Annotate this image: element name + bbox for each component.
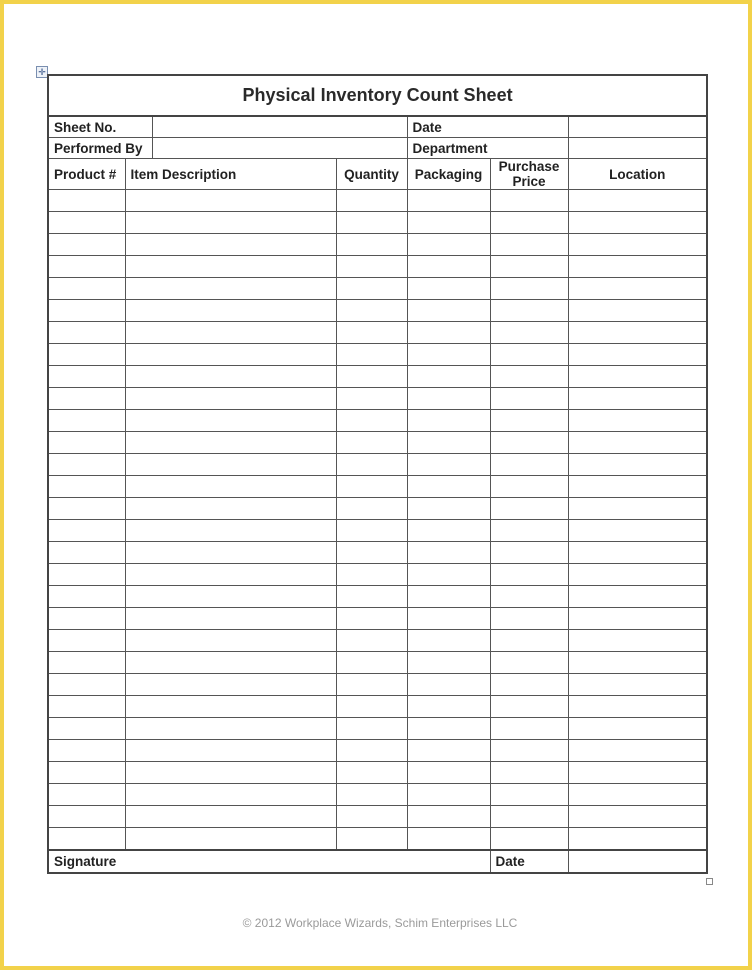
quantity-cell[interactable] — [336, 278, 407, 300]
purchase-price-cell[interactable] — [490, 520, 568, 542]
packaging-cell[interactable] — [407, 190, 490, 212]
table-row — [48, 652, 707, 674]
quantity-cell[interactable] — [336, 300, 407, 322]
packaging-cell[interactable] — [407, 740, 490, 762]
item-description-cell[interactable] — [125, 740, 336, 762]
product-cell[interactable] — [48, 256, 125, 278]
table-row — [48, 564, 707, 586]
purchase-price-cell[interactable] — [490, 630, 568, 652]
product-cell[interactable] — [48, 652, 125, 674]
location-cell[interactable] — [568, 278, 707, 300]
product-cell[interactable] — [48, 278, 125, 300]
quantity-cell[interactable] — [336, 322, 407, 344]
item-description-cell[interactable] — [125, 388, 336, 410]
quantity-cell[interactable] — [336, 344, 407, 366]
item-description-cell[interactable] — [125, 410, 336, 432]
product-cell[interactable] — [48, 718, 125, 740]
purchase-price-cell[interactable] — [490, 608, 568, 630]
quantity-cell[interactable] — [336, 410, 407, 432]
performed-by-label: Performed By — [48, 138, 152, 159]
signature-label: Signature — [48, 850, 490, 873]
item-description-cell[interactable] — [125, 696, 336, 718]
quantity-cell[interactable] — [336, 234, 407, 256]
packaging-cell[interactable] — [407, 212, 490, 234]
product-cell[interactable] — [48, 696, 125, 718]
quantity-cell[interactable] — [336, 652, 407, 674]
department-label: Department — [407, 138, 568, 159]
product-cell[interactable] — [48, 410, 125, 432]
product-cell[interactable] — [48, 300, 125, 322]
product-cell[interactable] — [48, 388, 125, 410]
packaging-cell[interactable] — [407, 256, 490, 278]
purchase-price-cell[interactable] — [490, 828, 568, 851]
item-description-cell[interactable] — [125, 432, 336, 454]
table-row — [48, 630, 707, 652]
column-header-location: Location — [568, 159, 707, 190]
location-cell[interactable] — [568, 542, 707, 564]
item-description-cell[interactable] — [125, 762, 336, 784]
purchase-price-cell[interactable] — [490, 212, 568, 234]
location-cell[interactable] — [568, 322, 707, 344]
location-cell[interactable] — [568, 652, 707, 674]
location-cell[interactable] — [568, 454, 707, 476]
item-description-cell[interactable] — [125, 454, 336, 476]
purchase-price-cell[interactable] — [490, 454, 568, 476]
packaging-cell[interactable] — [407, 344, 490, 366]
quantity-cell[interactable] — [336, 476, 407, 498]
item-description-cell[interactable] — [125, 828, 336, 851]
sheet-no-field[interactable] — [152, 116, 407, 138]
location-cell[interactable] — [568, 212, 707, 234]
packaging-cell[interactable] — [407, 388, 490, 410]
quantity-cell[interactable] — [336, 762, 407, 784]
data-rows — [48, 190, 707, 851]
table-row — [48, 498, 707, 520]
table-row — [48, 212, 707, 234]
product-cell[interactable] — [48, 454, 125, 476]
purchase-price-cell[interactable] — [490, 762, 568, 784]
packaging-cell[interactable] — [407, 608, 490, 630]
quantity-cell[interactable] — [336, 586, 407, 608]
location-cell[interactable] — [568, 696, 707, 718]
table-row — [48, 828, 707, 851]
inventory-count-table — [47, 74, 708, 874]
purchase-price-cell[interactable] — [490, 498, 568, 520]
quantity-cell[interactable] — [336, 608, 407, 630]
packaging-cell[interactable] — [407, 828, 490, 851]
packaging-cell[interactable] — [407, 366, 490, 388]
item-description-cell[interactable] — [125, 300, 336, 322]
purchase-price-cell[interactable] — [490, 432, 568, 454]
purchase-price-cell[interactable] — [490, 784, 568, 806]
item-description-cell[interactable] — [125, 608, 336, 630]
product-cell[interactable] — [48, 190, 125, 212]
product-cell[interactable] — [48, 498, 125, 520]
quantity-cell[interactable] — [336, 432, 407, 454]
table-row — [48, 674, 707, 696]
copyright-footer: © 2012 Workplace Wizards, Schim Enterprises LLC — [242, 916, 518, 930]
column-header-quantity: Quantity — [336, 159, 407, 190]
item-description-cell[interactable] — [125, 564, 336, 586]
location-cell[interactable] — [568, 806, 707, 828]
location-cell[interactable] — [568, 432, 707, 454]
packaging-cell[interactable] — [407, 520, 490, 542]
table-row — [48, 454, 707, 476]
purchase-price-cell[interactable] — [490, 322, 568, 344]
product-cell[interactable] — [48, 762, 125, 784]
location-cell[interactable] — [568, 828, 707, 851]
purchase-price-cell[interactable] — [490, 190, 568, 212]
packaging-cell[interactable] — [407, 762, 490, 784]
item-description-cell[interactable] — [125, 212, 336, 234]
packaging-cell[interactable] — [407, 498, 490, 520]
item-description-cell[interactable] — [125, 256, 336, 278]
product-cell[interactable] — [48, 542, 125, 564]
item-description-cell[interactable] — [125, 476, 336, 498]
date-field[interactable] — [568, 116, 707, 138]
location-cell[interactable] — [568, 520, 707, 542]
item-description-cell[interactable] — [125, 278, 336, 300]
quantity-cell[interactable] — [336, 256, 407, 278]
item-description-cell[interactable] — [125, 630, 336, 652]
quantity-cell[interactable] — [336, 718, 407, 740]
item-description-cell[interactable] — [125, 718, 336, 740]
quantity-cell[interactable] — [336, 388, 407, 410]
table-row — [48, 696, 707, 718]
sheet-no-label: Sheet No. — [48, 116, 152, 138]
quantity-cell[interactable] — [336, 740, 407, 762]
item-description-cell[interactable] — [125, 674, 336, 696]
table-row — [48, 608, 707, 630]
packaging-cell[interactable] — [407, 586, 490, 608]
product-cell[interactable] — [48, 344, 125, 366]
location-cell[interactable] — [568, 410, 707, 432]
product-cell[interactable] — [48, 608, 125, 630]
packaging-cell[interactable] — [407, 432, 490, 454]
product-cell[interactable] — [48, 740, 125, 762]
purchase-price-cell[interactable] — [490, 586, 568, 608]
table-row — [48, 300, 707, 322]
table-resize-handle-icon[interactable] — [706, 878, 713, 885]
packaging-cell[interactable] — [407, 718, 490, 740]
packaging-cell[interactable] — [407, 806, 490, 828]
table-row — [48, 542, 707, 564]
packaging-cell[interactable] — [407, 630, 490, 652]
product-cell[interactable] — [48, 366, 125, 388]
table-row — [48, 234, 707, 256]
location-cell[interactable] — [568, 498, 707, 520]
location-cell[interactable] — [568, 718, 707, 740]
signature-date-field[interactable] — [568, 850, 707, 873]
quantity-cell[interactable] — [336, 542, 407, 564]
purchase-price-cell[interactable] — [490, 234, 568, 256]
table-row — [48, 806, 707, 828]
location-cell[interactable] — [568, 586, 707, 608]
packaging-cell[interactable] — [407, 234, 490, 256]
item-description-cell[interactable] — [125, 190, 336, 212]
quantity-cell[interactable] — [336, 190, 407, 212]
table-row — [48, 278, 707, 300]
table-row — [48, 740, 707, 762]
quantity-cell[interactable] — [336, 696, 407, 718]
packaging-cell[interactable] — [407, 564, 490, 586]
product-cell[interactable] — [48, 828, 125, 851]
table-row — [48, 256, 707, 278]
purchase-price-cell[interactable] — [490, 344, 568, 366]
department-field[interactable] — [568, 138, 707, 159]
quantity-cell[interactable] — [336, 520, 407, 542]
item-description-cell[interactable] — [125, 542, 336, 564]
purchase-price-cell[interactable] — [490, 652, 568, 674]
location-cell[interactable] — [568, 388, 707, 410]
purchase-price-cell[interactable] — [490, 564, 568, 586]
table-row — [48, 410, 707, 432]
table-row — [48, 344, 707, 366]
product-cell[interactable] — [48, 432, 125, 454]
quantity-cell[interactable] — [336, 212, 407, 234]
sheet-title: Physical Inventory Count Sheet — [48, 75, 707, 116]
product-cell[interactable] — [48, 586, 125, 608]
packaging-cell[interactable] — [407, 322, 490, 344]
packaging-cell[interactable] — [407, 674, 490, 696]
item-description-cell[interactable] — [125, 234, 336, 256]
location-cell[interactable] — [568, 564, 707, 586]
product-cell[interactable] — [48, 520, 125, 542]
item-description-cell[interactable] — [125, 652, 336, 674]
quantity-cell[interactable] — [336, 828, 407, 851]
product-cell[interactable] — [48, 212, 125, 234]
quantity-cell[interactable] — [336, 498, 407, 520]
table-row — [48, 784, 707, 806]
table-row — [48, 366, 707, 388]
column-header-item-description: Item Description — [125, 159, 336, 190]
purchase-price-cell[interactable] — [490, 740, 568, 762]
quantity-cell[interactable] — [336, 454, 407, 476]
location-cell[interactable] — [568, 784, 707, 806]
purchase-price-cell[interactable] — [490, 366, 568, 388]
quantity-cell[interactable] — [336, 784, 407, 806]
purchase-price-cell[interactable] — [490, 476, 568, 498]
purchase-price-cell[interactable] — [490, 300, 568, 322]
item-description-cell[interactable] — [125, 586, 336, 608]
item-description-cell[interactable] — [125, 344, 336, 366]
table-row — [48, 762, 707, 784]
product-cell[interactable] — [48, 322, 125, 344]
location-cell[interactable] — [568, 762, 707, 784]
item-description-cell[interactable] — [125, 322, 336, 344]
packaging-cell[interactable] — [407, 784, 490, 806]
location-cell[interactable] — [568, 476, 707, 498]
table-row — [48, 190, 707, 212]
packaging-cell[interactable] — [407, 476, 490, 498]
item-description-cell[interactable] — [125, 784, 336, 806]
quantity-cell[interactable] — [336, 564, 407, 586]
product-cell[interactable] — [48, 564, 125, 586]
table-row — [48, 322, 707, 344]
table-row — [48, 388, 707, 410]
location-cell[interactable] — [568, 300, 707, 322]
location-cell[interactable] — [568, 740, 707, 762]
table-row — [48, 520, 707, 542]
location-cell[interactable] — [568, 366, 707, 388]
quantity-cell[interactable] — [336, 366, 407, 388]
purchase-price-cell[interactable] — [490, 278, 568, 300]
packaging-cell[interactable] — [407, 278, 490, 300]
purchase-price-cell[interactable] — [490, 256, 568, 278]
product-cell[interactable] — [48, 630, 125, 652]
packaging-cell[interactable] — [407, 410, 490, 432]
packaging-cell[interactable] — [407, 696, 490, 718]
location-cell[interactable] — [568, 190, 707, 212]
purchase-price-cell[interactable] — [490, 388, 568, 410]
packaging-cell[interactable] — [407, 454, 490, 476]
quantity-cell[interactable] — [336, 806, 407, 828]
table-move-handle-icon[interactable]: ✛ — [36, 66, 48, 78]
location-cell[interactable] — [568, 630, 707, 652]
packaging-cell[interactable] — [407, 652, 490, 674]
item-description-cell[interactable] — [125, 806, 336, 828]
item-description-cell[interactable] — [125, 498, 336, 520]
location-cell[interactable] — [568, 234, 707, 256]
product-cell[interactable] — [48, 674, 125, 696]
purchase-price-cell[interactable] — [490, 696, 568, 718]
item-description-cell[interactable] — [125, 366, 336, 388]
date-label: Date — [407, 116, 568, 138]
item-description-cell[interactable] — [125, 520, 336, 542]
table-row — [48, 586, 707, 608]
table-row — [48, 718, 707, 740]
column-header-product: Product # — [48, 159, 125, 190]
signature-date-label: Date — [490, 850, 568, 873]
packaging-cell[interactable] — [407, 300, 490, 322]
quantity-cell[interactable] — [336, 674, 407, 696]
purchase-price-cell[interactable] — [490, 410, 568, 432]
purchase-price-cell[interactable] — [490, 674, 568, 696]
location-cell[interactable] — [568, 344, 707, 366]
performed-by-field[interactable] — [152, 138, 407, 159]
purchase-price-cell[interactable] — [490, 806, 568, 828]
packaging-cell[interactable] — [407, 542, 490, 564]
table-row — [48, 432, 707, 454]
column-header-purchase-price: Purchase Price — [490, 159, 568, 190]
quantity-cell[interactable] — [336, 630, 407, 652]
document-page — [4, 4, 748, 966]
column-header-packaging: Packaging — [407, 159, 490, 190]
table-row — [48, 476, 707, 498]
purchase-price-cell[interactable] — [490, 718, 568, 740]
location-cell[interactable] — [568, 608, 707, 630]
product-cell[interactable] — [48, 476, 125, 498]
purchase-price-cell[interactable] — [490, 542, 568, 564]
product-cell[interactable] — [48, 806, 125, 828]
location-cell[interactable] — [568, 674, 707, 696]
product-cell[interactable] — [48, 234, 125, 256]
product-cell[interactable] — [48, 784, 125, 806]
location-cell[interactable] — [568, 256, 707, 278]
